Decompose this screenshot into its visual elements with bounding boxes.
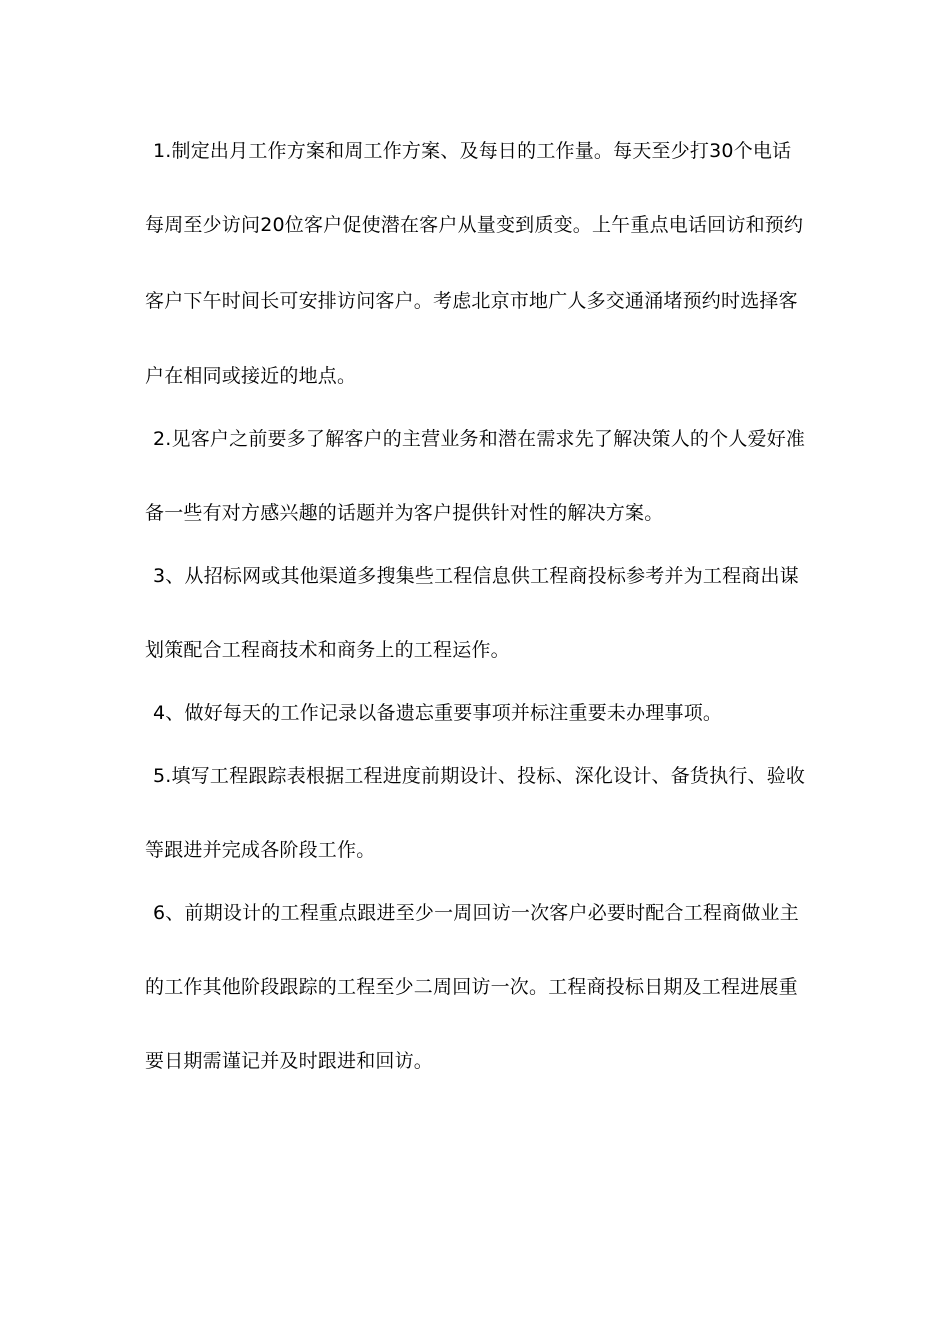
paragraph-2-line-1: 2.见客户之前要多了解客户的主营业务和潜在需求先了解决策人的个人爱好准 [153, 428, 806, 450]
paragraph-3-line-2: 划策配合工程商技术和商务上的工程运作。 [145, 639, 510, 661]
paragraph-1-line-2: 每周至少访问20位客户促使潜在客户从量变到质变。上午重点电话回访和预约 [145, 214, 804, 236]
paragraph-5-line-1: 5.填写工程跟踪表根据工程进度前期设计、投标、深化设计、备货执行、验收 [153, 765, 806, 787]
paragraph-2-line-2: 备一些有对方感兴趣的话题并为客户提供针对性的解决方案。 [145, 502, 664, 524]
paragraph-1-line-3: 客户下午时间长可安排访问客户。考虑北京市地广人多交通涌堵预约时选择客 [145, 290, 798, 312]
paragraph-3-line-1: 3、从招标网或其他渠道多搜集些工程信息供工程商投标参考并为工程商出谋 [153, 565, 799, 587]
paragraph-6-line-2: 的工作其他阶段跟踪的工程至少二周回访一次。工程商投标日期及工程进展重 [145, 976, 798, 998]
paragraph-1-line-4: 户在相同或接近的地点。 [145, 365, 357, 387]
paragraph-6-line-1: 6、前期设计的工程重点跟进至少一周回访一次客户必要时配合工程商做业主 [153, 902, 799, 924]
paragraph-4-line-1: 4、做好每天的工作记录以备遗忘重要事项并标注重要未办理事项。 [153, 702, 723, 724]
paragraph-5-line-2: 等跟进并完成各阶段工作。 [145, 839, 376, 861]
paragraph-1-line-1: 1.制定出月工作方案和周工作方案、及每日的工作量。每天至少打30个电话 [153, 140, 792, 162]
paragraph-6-line-3: 要日期需谨记并及时跟进和回访。 [145, 1050, 434, 1072]
